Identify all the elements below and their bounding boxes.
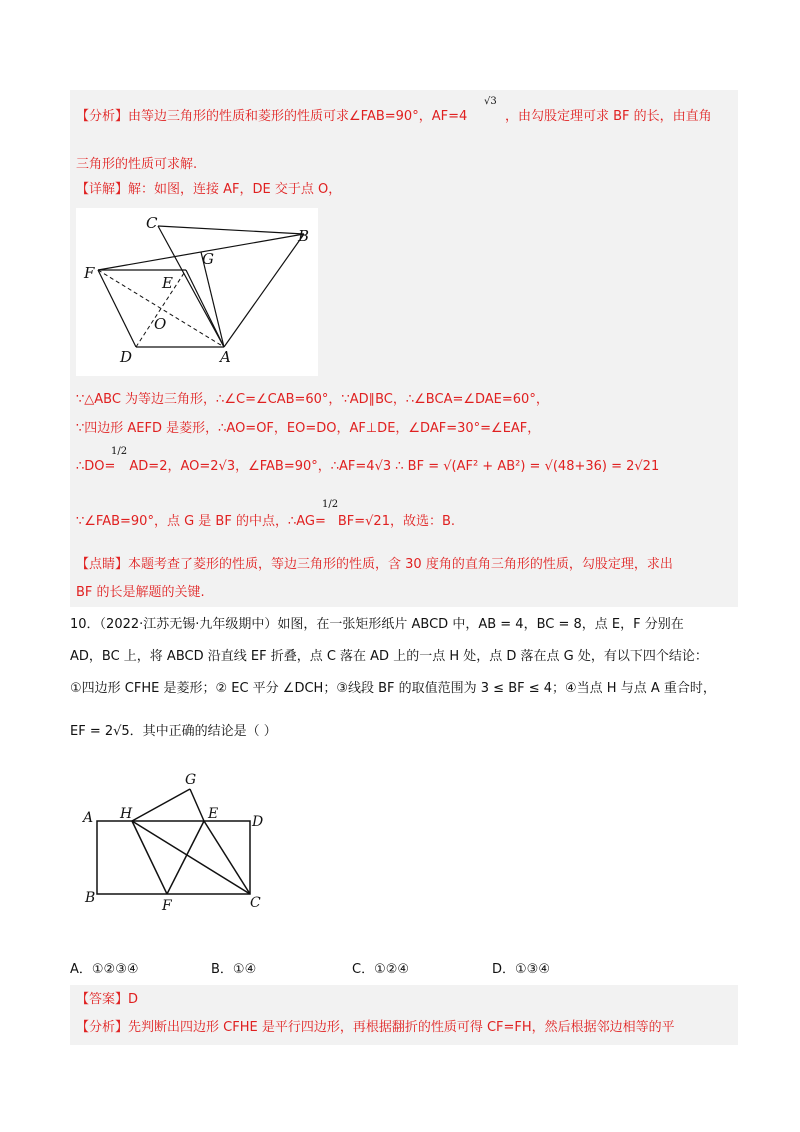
detail-text: 解：如图，连接 AF，DE 交于点 O， [128,182,342,197]
label-B: B [298,227,310,245]
comment-tag: 【点睛】 [76,557,129,572]
label-C: C [250,895,261,911]
step-3 [76,458,659,476]
step-4 [76,513,455,531]
label-G: G [202,250,214,268]
option-c[interactable]: C．①②④ [352,962,410,977]
q10-analysis-line [76,1019,675,1037]
segment-EC [204,821,250,894]
option-d[interactable]: D．①③④ [492,962,550,977]
answer-tag: 【答案】 [76,992,129,1007]
label-D: D [120,348,133,366]
q10-analysis-tag: 【分析】 [76,1020,129,1035]
segment-HG [132,789,190,821]
step-3-body: AD=2，AO=2√3，∠FAB=90°，∴AF=4√3 ∴ BF = √(AF² + AB²) = √(48+36) = 2√21 [129,459,660,474]
analysis-tag: 【分析】 [76,109,129,124]
label-E: E [208,806,219,822]
label-A: A [220,348,231,366]
sqrt3-superscript: √3 [484,96,497,107]
label-H: H [120,806,133,822]
figure-folded-rectangle [80,766,280,916]
answer-line [76,991,138,1009]
label-O: O [154,315,167,333]
option-b[interactable]: B．①④ [211,962,257,977]
segment-GE [190,789,204,821]
label-A: A [83,810,94,826]
label-G: G [185,772,197,788]
detail-line [76,181,341,199]
question-10-line-3: ①四边形 CFHE 是菱形；② EC 平分 ∠DCH；③线段 BF 的取值范围为 3 ≤ BF ≤ 4；④当点 H 与点 A 重合时， [70,681,716,696]
fraction-half-1: 1/2 [111,446,128,457]
analysis-line-1-tail: ，由勾股定理可求 BF 的长，由直角 [505,109,712,124]
label-E: E [162,274,173,292]
analysis-line-1 [76,108,467,126]
comment-line-2: BF 的长是解题的关键. [76,585,205,600]
step-3-prefix: ∴DO= [76,459,116,474]
step-4-body: BF=√21，故选：B. [337,514,456,529]
detail-tag: 【详解】 [76,182,129,197]
analysis-line-2: 三角形的性质可求解. [76,157,198,172]
comment-line-1 [76,556,673,574]
fraction-half-2: 1/2 [322,499,339,510]
label-C: C [146,214,158,232]
step-4-prefix: ∵∠FAB=90°，点 G 是 BF 的中点，∴AG= [76,514,326,529]
answer-value: D [128,992,139,1007]
step-1: ∵△ABC 为等边三角形，∴∠C=∠CAB=60°，∵AD∥BC，∴∠BCA=∠DAE=60°， [76,392,549,407]
segment-EF [167,821,204,894]
question-10-line-1: 10．（2022·江苏无锡·九年级期中）如图，在一张矩形纸片 ABCD 中，AB = 4，BC = 8，点 E，F 分别在 [70,617,684,632]
q10-analysis-text: 先判断出四边形 CFHE 是平行四边形，再根据翻折的性质可得 CF=FH，然后根据邻边相等的平 [128,1020,675,1035]
figure-triangle-rhombus [76,208,318,376]
question-10-line-2: AD，BC 上，将 ABCD 沿直线 EF 折叠，点 C 落在 AD 上的一点 H 处，点 D 落在点 G 处，有以下四个结论： [70,649,708,664]
label-D: D [252,814,264,830]
step-2: ∵四边形 AEFD 是菱形，∴AO=OF，EO=DO，AF⊥DE，∠DAF=30°=∠EAF， [76,421,541,436]
comment-text-1: 本题考查了菱形的性质，等边三角形的性质，含 30 度角的直角三角形的性质，勾股定理，求出 [128,557,673,572]
question-10-line-4: EF = 2√5．其中正确的结论是（ ） [70,724,277,739]
label-B: B [85,890,96,906]
option-a[interactable]: A．①②③④ [70,962,139,977]
analysis-text: 由等边三角形的性质和菱形的性质可求∠FAB=90°，AF=4 [128,109,468,124]
label-F: F [84,264,95,282]
label-F: F [162,898,172,914]
